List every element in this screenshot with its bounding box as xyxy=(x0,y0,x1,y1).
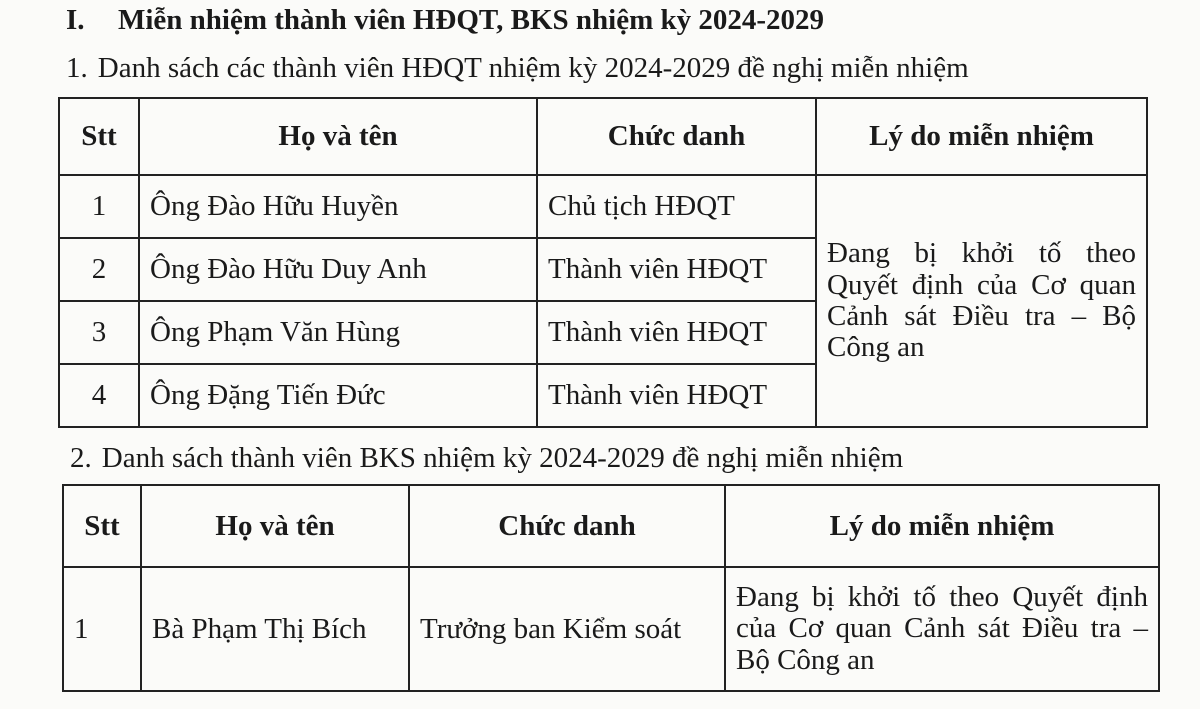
row-stt: 3 xyxy=(59,301,139,364)
board-members-table xyxy=(58,97,1148,428)
row-name: Ông Phạm Văn Hùng xyxy=(139,301,537,364)
header-stt: Stt xyxy=(63,485,141,567)
header-name: Họ và tên xyxy=(139,98,537,175)
row-stt: 2 xyxy=(59,238,139,301)
row-stt: 1 xyxy=(63,567,141,691)
header-name: Họ và tên xyxy=(141,485,409,567)
table-header-row xyxy=(63,485,1159,567)
row-name: Ông Đặng Tiến Đức xyxy=(139,364,537,427)
row-name: Ông Đào Hữu Duy Anh xyxy=(139,238,537,301)
row-reason: Đang bị khởi tố theo Quyết định của Cơ quan Cảnh sát Điều tra – Bộ Công an xyxy=(725,567,1159,691)
row-title: Chủ tịch HĐQT xyxy=(537,175,816,238)
subsection-1-number: 1. xyxy=(66,52,88,84)
header-stt: Stt xyxy=(59,98,139,175)
subsection-1-title-text: Danh sách các thành viên HĐQT nhiệm kỳ 2024-2029 đề nghị miễn nhiệm xyxy=(97,52,969,84)
row-stt: 4 xyxy=(59,364,139,427)
header-title: Chức danh xyxy=(409,485,725,567)
row-title: Thành viên HĐQT xyxy=(537,301,816,364)
row-title: Thành viên HĐQT xyxy=(537,238,816,301)
table-header-row xyxy=(59,98,1147,175)
section-number: I. xyxy=(66,4,85,36)
row-name: Bà Phạm Thị Bích xyxy=(141,567,409,691)
header-title: Chức danh xyxy=(537,98,816,175)
header-reason: Lý do miễn nhiệm xyxy=(816,98,1147,175)
table-row xyxy=(63,567,1159,691)
row-title: Trưởng ban Kiểm soát xyxy=(409,567,725,691)
section-heading xyxy=(66,4,824,37)
supervisory-board-table xyxy=(62,484,1160,692)
row-title: Thành viên HĐQT xyxy=(537,364,816,427)
table-row xyxy=(59,175,1147,238)
subsection-1-title xyxy=(66,52,969,85)
shared-reason-cell: Đang bị khởi tố theo Quyết định của Cơ quan Cảnh sát Điều tra – Bộ Công an xyxy=(816,175,1147,427)
subsection-2-title xyxy=(70,442,903,475)
subsection-2-title-text: Danh sách thành viên BKS nhiệm kỳ 2024-2029 đề nghị miễn nhiệm xyxy=(101,442,904,474)
header-reason: Lý do miễn nhiệm xyxy=(725,485,1159,567)
section-heading-text: Miễn nhiệm thành viên HĐQT, BKS nhiệm kỳ 2024-2029 xyxy=(118,4,825,36)
subsection-2-number: 2. xyxy=(70,442,92,474)
row-name: Ông Đào Hữu Huyền xyxy=(139,175,537,238)
row-stt: 1 xyxy=(59,175,139,238)
